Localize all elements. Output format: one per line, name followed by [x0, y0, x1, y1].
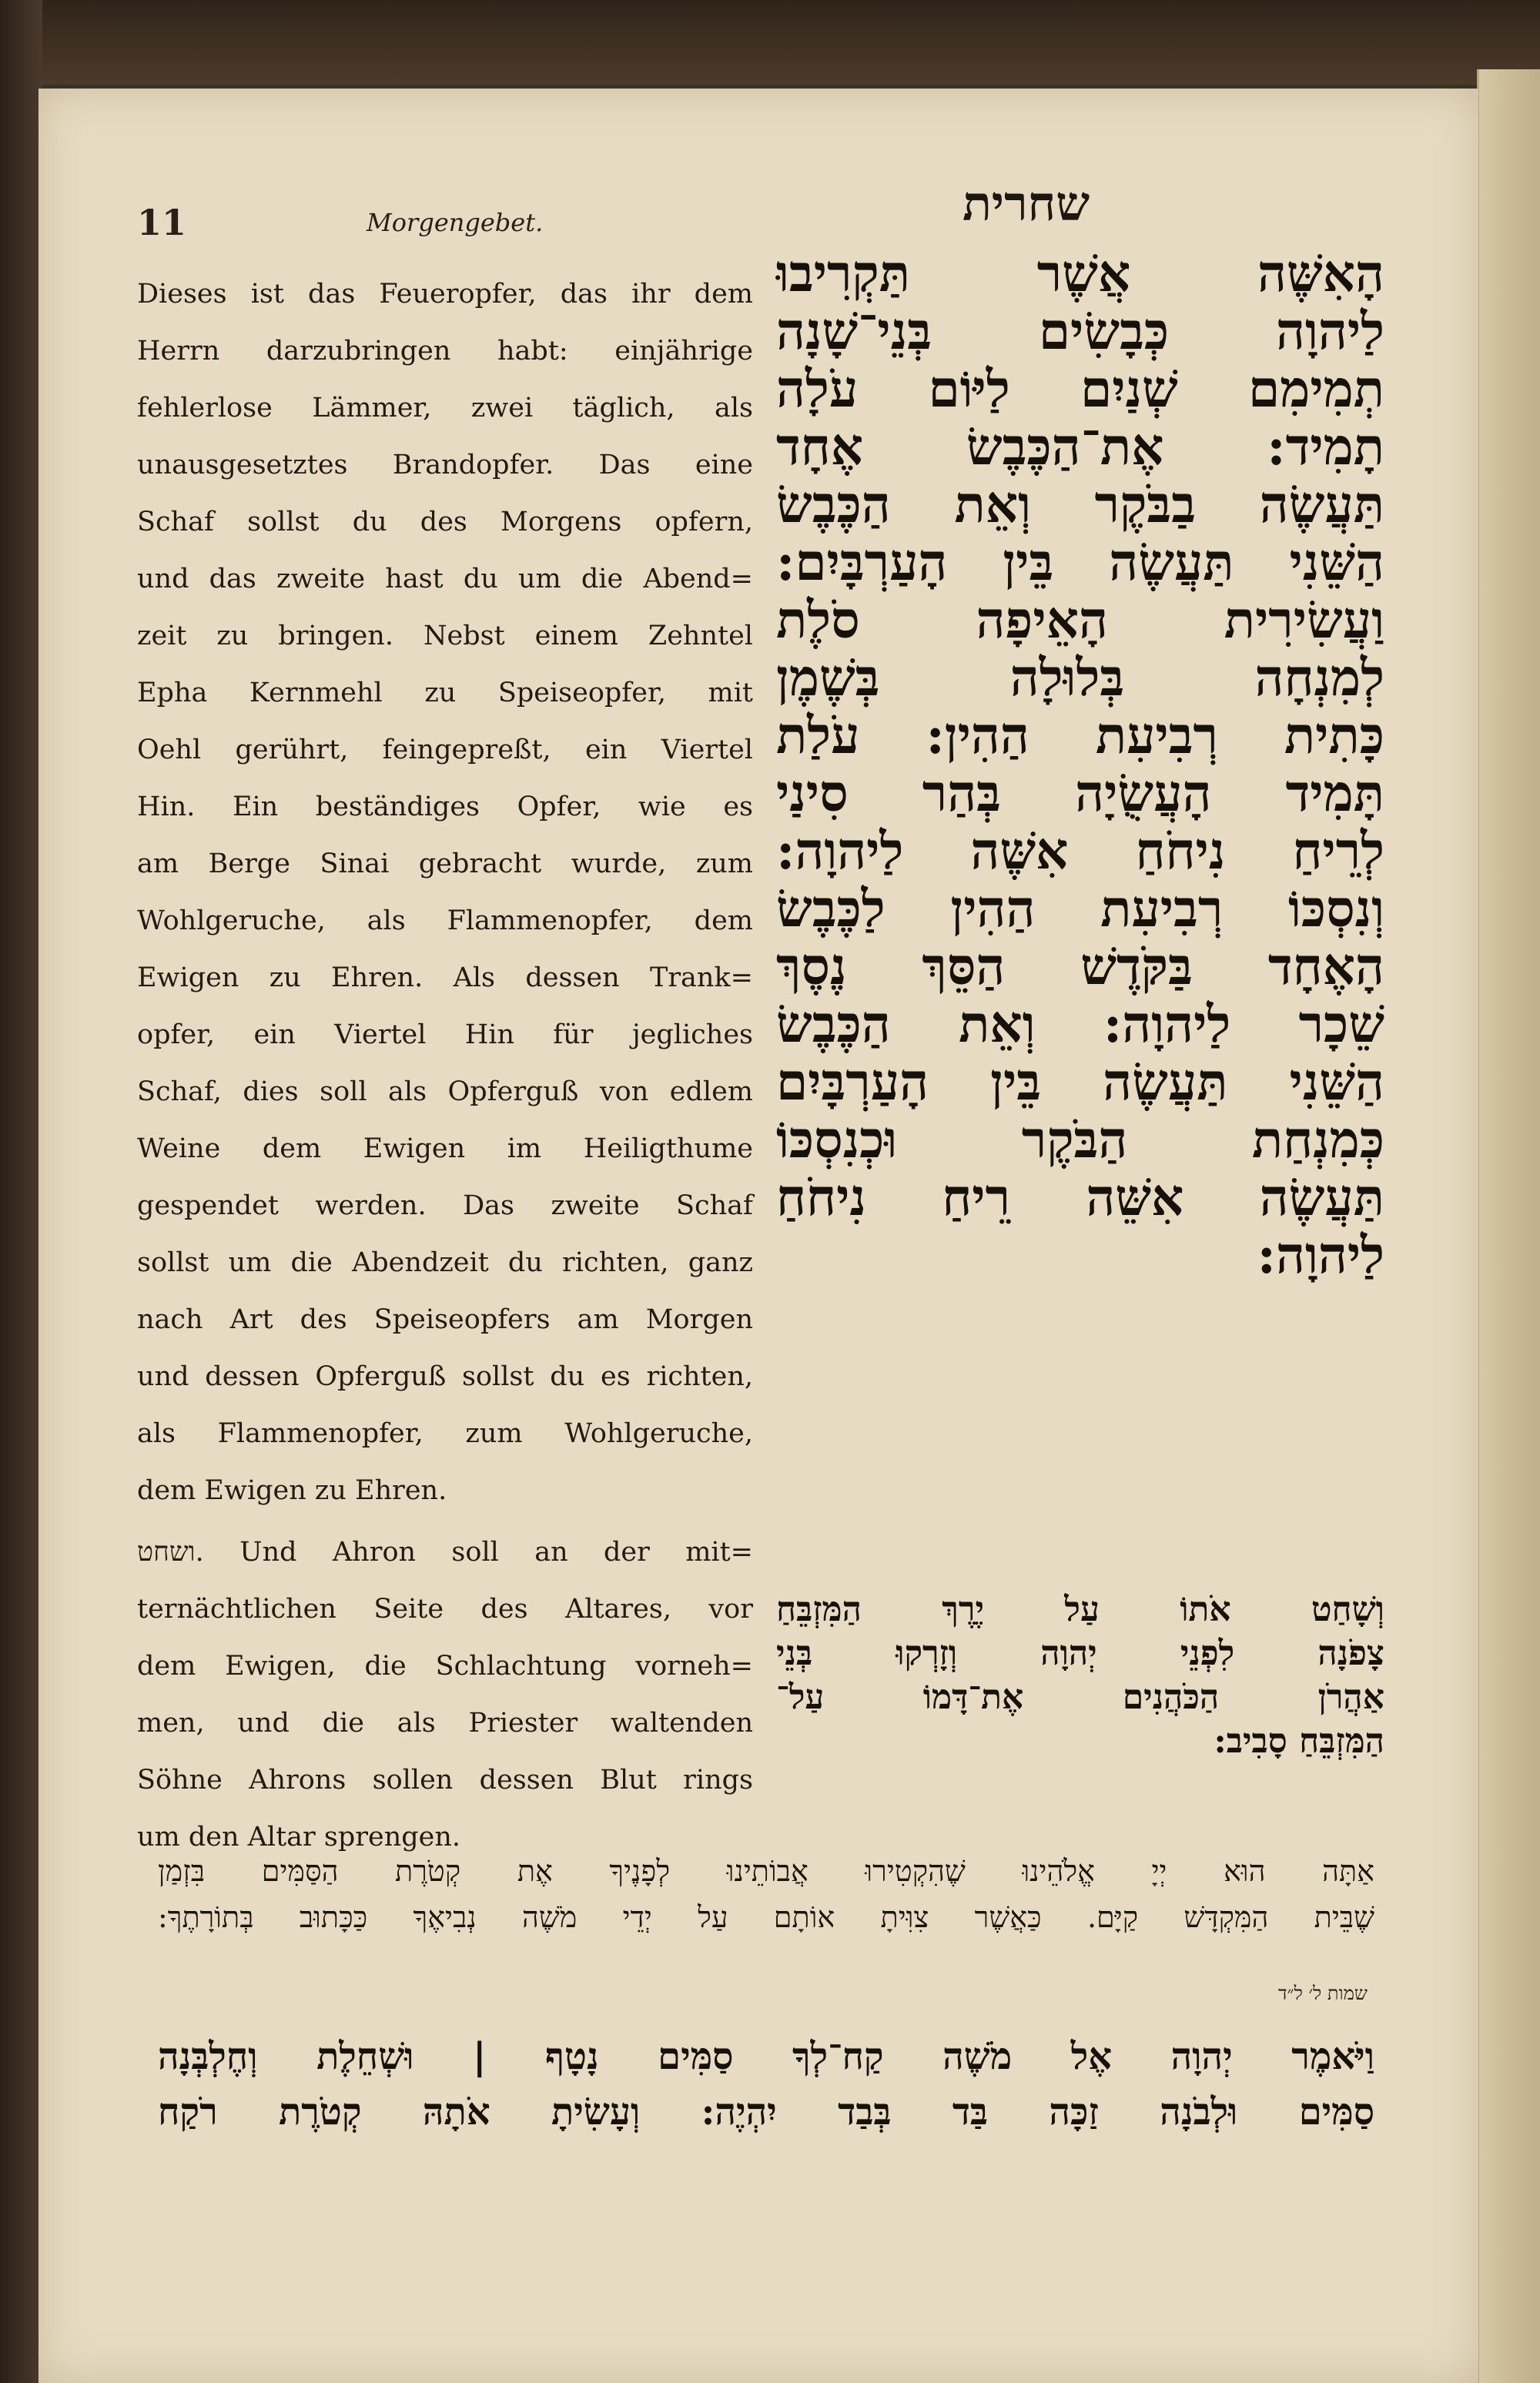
german-line: opfer, ein Viertel Hin für jegliches: [137, 1019, 753, 1050]
book-cover-left: [0, 0, 42, 2383]
hebrew-line: לְמִנְחָה בְּלוּלָה בְּשֶׁמֶן: [776, 648, 1384, 708]
german-translation-column: [137, 266, 753, 1866]
scripture-reference: שמות ל׳ ל״ד: [1278, 1983, 1368, 2004]
hebrew-line: וַיֹּאמֶר יְהוָה אֶל מֹשֶׁה קַח־לְךָ סַמִּים נָטָף | וּשְׁחֵלֶת וְחֶלְבְּנָה: [158, 2035, 1375, 2078]
hebrew-verse-block: [158, 2029, 1374, 2140]
german-line: Hin. Ein beständiges Opfer, wie es: [137, 792, 753, 822]
german-line: Söhne Ahrons sollen dessen Blut rings: [137, 1765, 753, 1796]
german-line: Wohlgeruche, als Flammenopfer, dem: [137, 905, 753, 936]
german-line: Weine dem Ewigen im Heiligthume: [137, 1133, 753, 1164]
german-line: ושחט. Und Ahron soll an der mit=: [137, 1537, 753, 1568]
german-line: Dieses ist das Feueropfer, das ihr dem: [137, 279, 753, 310]
hebrew-main-column: [776, 245, 1384, 1284]
german-paragraph-2: [137, 1524, 753, 1866]
german-line: dem Ewigen zu Ehren.: [137, 1475, 447, 1506]
next-page-edge: [1477, 69, 1540, 2383]
german-line: men, und die als Priester waltenden: [137, 1708, 753, 1739]
hebrew-line: לַיהוָה כְּבָשִׂים בְּנֵי־שָׁנָה: [776, 301, 1384, 361]
hebrew-line: תְמִימִם שְׁנַיִם לַיּוֹם עֹלָה: [776, 359, 1384, 419]
hebrew-line: הָאֶחָד בַּקֹּדֶשׁ הַסֵּךְ נֶסֶךְ: [776, 936, 1384, 996]
hebrew-line: כְּמִנְחַת הַבֹּקֶר וּכְנִסְכּוֹ: [776, 1110, 1384, 1170]
hebrew-line: הַמִּזְבֵּחַ סָבִיב:: [1214, 1722, 1384, 1761]
hebrew-line: הָאִשֶּׁה אֲשֶׁר תַּקְרִיבוּ: [776, 243, 1384, 303]
hebrew-line: וַעֲשִׂירִית הָאֵיפָה סֹלֶת: [776, 590, 1384, 650]
hebrew-line: כָּתִית רְבִיעִת הַהִין: עֹלַת: [776, 705, 1384, 765]
book-cover-top: [0, 0, 1540, 85]
hebrew-line: תַּעֲשֶׂה בַבֹּקֶר וְאֵת הַכֶּבֶשׂ: [776, 474, 1384, 534]
hebrew-line: סַמִּים וּלְבֹנָה זַכָּה בַּד בְּבַד יִהְיֶה: וְעָשִׂיתָ אֹתָהּ קְטֹרֶת רֹקַח: [158, 2090, 1375, 2134]
german-line: zeit zu bringen. Nebst einem Zehntel: [137, 621, 753, 651]
hebrew-line: תָמִיד: אֶת־הַכֶּבֶשׂ אֶחָד: [776, 417, 1384, 477]
german-line: und dessen Opferguß sollst du es richten,: [137, 1361, 753, 1392]
german-line: fehlerlose Lämmer, zwei täglich, als: [137, 393, 753, 423]
hebrew-line: הַשֵּׁנִי תַּעֲשֶׂה בֵּין הָעַרְבָּיִם:: [776, 532, 1384, 592]
german-line: Schaf sollst du des Morgens opfern,: [137, 507, 753, 537]
german-line: dem Ewigen, die Schlachtung vorneh=: [137, 1651, 753, 1682]
running-head: Morgengebet.: [367, 208, 544, 237]
german-line: um den Altar sprengen.: [137, 1822, 461, 1853]
german-line: Oehl gerührt, feingepreßt, ein Viertel: [137, 735, 753, 765]
hebrew-line: לְרֵיחַ נִיחֹחַ אִשֶּׁה לַיהוָה:: [776, 821, 1384, 881]
hebrew-secondary-passage: [776, 1588, 1384, 1763]
german-line: gespendet werden. Das zweite Schaf: [137, 1190, 753, 1221]
hebrew-line: וְנִסְכּוֹ רְבִיעִת הַהִין לַכֶּבֶשׂ: [776, 879, 1384, 939]
german-line: Epha Kernmehl zu Speiseopfer, mit: [137, 678, 753, 708]
hebrew-line: תָּמִיד הָעֲשֻׂיָה בְּהַר סִינַי: [776, 763, 1384, 823]
page-number: 11: [137, 202, 187, 243]
hebrew-line: אַתָּה הוּא יְיָ אֱלֹהֵינוּ שֶׁהִקְטִירוּ אֲבוֹתֵינוּ לְפָנֶיךָ אֶת קְטֹרֶת הַסַּמִּים בִּזְמַן: [158, 1854, 1374, 1888]
german-line: Ewigen zu Ehren. Als dessen Trank=: [137, 962, 753, 993]
german-paragraph-1: [137, 266, 753, 1519]
german-line: Herrn darzubringen habt: einjährige: [137, 336, 753, 366]
german-line: am Berge Sinai gebracht wurde, zum: [137, 848, 753, 879]
hebrew-line: שֶׁבֵּית הַמִּקְדָּשׁ קַיָּם. כַּאֲשֶׁר צִוִּיתָ אוֹתָם עַל יְדֵי מֹשֶׁה נְבִיאֶךָ כַּכָּתוּב בְּתוֹרָתֶךָ:: [158, 1900, 1374, 1934]
hebrew-line: שֵׁכָר לַיהוָה: וְאֵת הַכֶּבֶשׂ: [776, 994, 1384, 1054]
german-line: Schaf, dies soll als Opferguß von edlem: [137, 1076, 753, 1107]
hebrew-running-head: שחרית: [962, 176, 1090, 232]
german-line: und das zweite hast du um die Abend=: [137, 564, 753, 594]
hebrew-line: תַּעֲשֶׂה אִשֵּׁה רֵיחַ נִיחֹחַ: [776, 1167, 1384, 1227]
hebrew-prayer-block: [158, 1848, 1374, 1940]
hebrew-line: וְשָׁחַט אֹתוֹ עַל יֶרֶךְ הַמִּזְבֵּחַ: [776, 1590, 1384, 1629]
german-line: als Flammenopfer, zum Wohlgeruche,: [137, 1418, 753, 1449]
hebrew-line: הַשֵּׁנִי תַּעֲשֶׂה בֵּין הָעַרְבָּיִם: [776, 1052, 1384, 1112]
hebrew-line: צָפֹנָה לִפְנֵי יְהוָה וְזָרְקוּ בְּנֵי: [776, 1634, 1384, 1673]
german-line: sollst um die Abendzeit du richten, ganz: [137, 1247, 753, 1278]
german-line: unausgesetztes Brandopfer. Das eine: [137, 450, 753, 480]
german-line: nach Art des Speiseopfers am Morgen: [137, 1304, 753, 1335]
hebrew-line: לַיהוָה:: [1257, 1225, 1384, 1285]
hebrew-line: אַהֲרֹן הַכֹּהֲנִים אֶת־דָּמוֹ עַל־: [776, 1678, 1384, 1717]
german-line: ternächtlichen Seite des Altares, vor: [137, 1594, 753, 1625]
